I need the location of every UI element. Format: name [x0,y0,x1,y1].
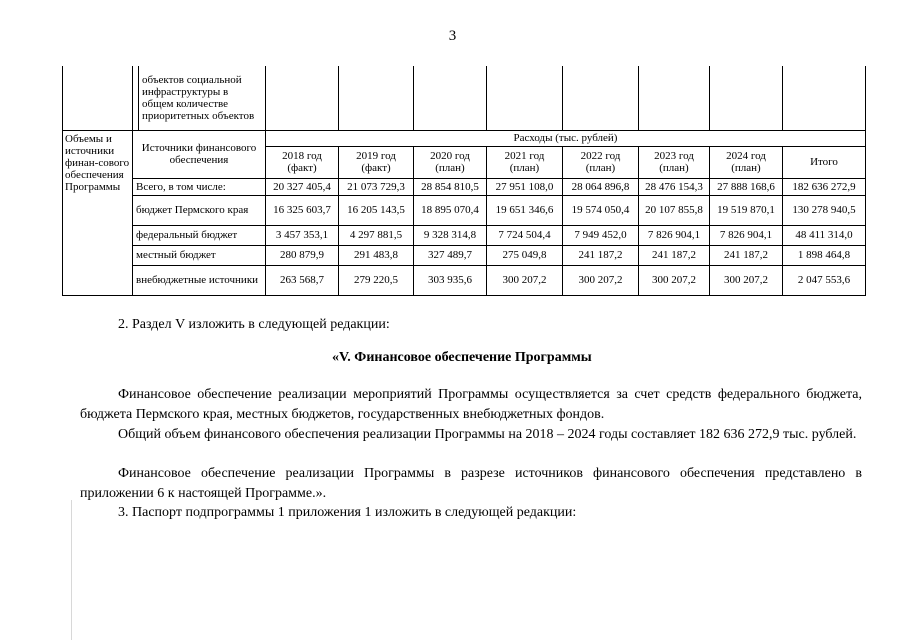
value-cell: 27 951 108,0 [487,178,563,195]
page-number: 3 [448,28,457,44]
top-row-empty-cell [266,66,339,130]
section-label: Объемы и источники финан-сового обеспечения Программы [63,130,133,295]
top-row-text: объектов социальной инфраструктуры в общем количестве приоритетных объектов [139,66,266,130]
table-row [63,178,866,195]
value-cell: 7 949 452,0 [563,225,639,245]
value-cell: 27 888 168,6 [710,178,783,195]
year-header: 2024 год (план) [710,146,783,178]
value-cell: 327 489,7 [414,245,487,265]
year-header: 2019 год (факт) [339,146,414,178]
value-cell: 300 207,2 [487,265,563,295]
year-header: 2020 год (план) [414,146,487,178]
item-3-instruction: 3. Паспорт подпрограммы 1 приложения 1 изложить в следующей редакции: [118,505,577,520]
value-cell: 303 935,6 [414,265,487,295]
item-2-instruction: 2. Раздел V изложить в следующей редакции: [118,317,390,332]
value-cell: 4 297 881,5 [339,225,414,245]
table-row [63,245,866,265]
top-row-empty-cell [563,66,639,130]
sources-header: Источники финансового обеспечения [133,130,266,178]
value-cell: 241 187,2 [563,245,639,265]
value-cell: 279 220,5 [339,265,414,295]
year-header: 2023 год (план) [639,146,710,178]
paragraph-2: Общий объем финансового обеспечения реализации Программы на 2018 – 2024 годы составляет 182 636 272,9 тыс. рублей. [118,427,857,442]
total-cell: 130 278 940,5 [783,195,866,225]
total-cell: 182 636 272,9 [783,178,866,195]
top-row-empty-cell [339,66,414,130]
total-cell: 1 898 464,8 [783,245,866,265]
year-header: 2018 год (факт) [266,146,339,178]
top-row-empty-cell [63,66,133,130]
value-cell: 19 651 346,6 [487,195,563,225]
row-label: внебюджетные источники [133,265,266,295]
section-heading: «V. Финансовое обеспечение Программы [332,350,592,365]
value-cell: 7 826 904,1 [639,225,710,245]
value-cell: 300 207,2 [639,265,710,295]
value-cell: 21 073 729,3 [339,178,414,195]
table-row [63,225,866,245]
scan-margin-line [71,500,72,640]
value-cell: 3 457 353,1 [266,225,339,245]
header-row-1 [63,130,866,146]
row-label: Всего, в том числе: [133,178,266,195]
total-cell: 2 047 553,6 [783,265,866,295]
row-label: местный бюджет [133,245,266,265]
total-cell: 48 411 314,0 [783,225,866,245]
value-cell: 18 895 070,4 [414,195,487,225]
value-cell: 241 187,2 [639,245,710,265]
value-cell: 291 483,8 [339,245,414,265]
table-row [63,195,866,225]
value-cell: 241 187,2 [710,245,783,265]
top-row-empty-cell [783,66,866,130]
expenses-header: Расходы (тыс. рублей) [266,130,866,146]
year-header: 2022 год (план) [563,146,639,178]
paragraph-1: Финансовое обеспечение реализации мероприятий Программы осуществляется за счет средств федерального бюджета, бюджета Пермского края, местных бюджетов, государственных внебюджетных фондов. [80,387,862,422]
value-cell: 20 327 405,4 [266,178,339,195]
value-cell: 280 879,9 [266,245,339,265]
value-cell: 300 207,2 [710,265,783,295]
value-cell: 28 854 810,5 [414,178,487,195]
row-label: федеральный бюджет [133,225,266,245]
value-cell: 19 574 050,4 [563,195,639,225]
value-cell: 19 519 870,1 [710,195,783,225]
table-top-row [63,66,866,130]
value-cell: 16 205 143,5 [339,195,414,225]
paragraph-3: Финансовое обеспечение реализации Программы в разрезе источников финансового обеспечения представлено в приложении 6 к настоящей Программе.». [80,466,862,501]
financing-table [62,66,866,296]
value-cell: 300 207,2 [563,265,639,295]
row-label: бюджет Пермского края [133,195,266,225]
value-cell: 7 826 904,1 [710,225,783,245]
value-cell: 28 064 896,8 [563,178,639,195]
value-cell: 7 724 504,4 [487,225,563,245]
value-cell: 16 325 603,7 [266,195,339,225]
top-row-empty-cell [639,66,710,130]
total-header: Итого [783,146,866,178]
year-header: 2021 год (план) [487,146,563,178]
top-row-empty-cell [414,66,487,130]
top-row-empty-cell [710,66,783,130]
value-cell: 275 049,8 [487,245,563,265]
value-cell: 20 107 855,8 [639,195,710,225]
value-cell: 9 328 314,8 [414,225,487,245]
value-cell: 263 568,7 [266,265,339,295]
top-row-empty-cell [487,66,563,130]
table-row [63,265,866,295]
value-cell: 28 476 154,3 [639,178,710,195]
